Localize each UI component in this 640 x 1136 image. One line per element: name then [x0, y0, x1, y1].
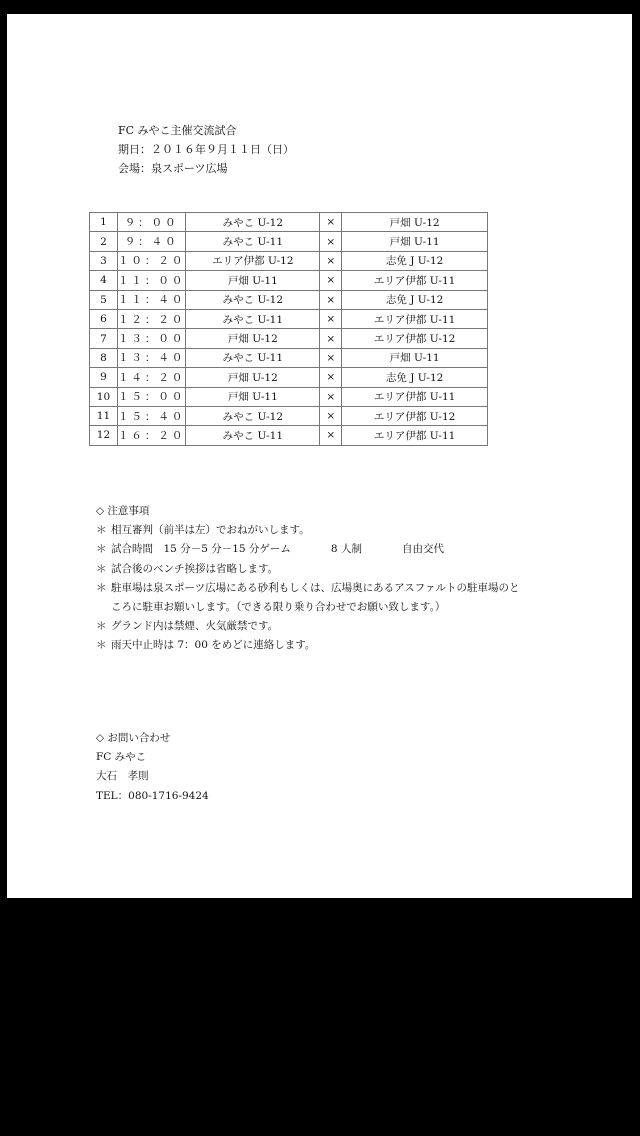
note-item: ＊ 試合時間 15 分－5 分－15 分ゲーム 8 人制 自由交代 — [96, 540, 556, 559]
kickoff-time: １５：００ — [117, 387, 186, 406]
table-row — [90, 348, 488, 367]
table-row — [90, 426, 488, 445]
away-team: 志免 J U-12 — [342, 368, 488, 387]
versus-mark: × — [320, 232, 342, 251]
kickoff-time: １０：２０ — [117, 251, 186, 270]
note-item: ＊ グランド内は禁煙、火気厳禁です。 — [96, 617, 556, 636]
contact-org: FC みやこ — [96, 751, 147, 764]
away-team: 戸畑 U-11 — [342, 232, 488, 251]
versus-mark: × — [320, 348, 342, 367]
table-row — [90, 329, 488, 348]
versus-mark: × — [320, 213, 342, 232]
home-team: みやこ U-11 — [186, 309, 320, 328]
match-schedule-table — [89, 212, 488, 446]
table-row — [90, 271, 488, 290]
note-item-continuation: ころに駐車お願いします。（できる限り乗り合わせでお願い致します。） — [111, 601, 446, 614]
note-item: ＊ 駐車場は泉スポーツ広場にある砂利もしくは、広場奥にあるアスファルトの駐車場のと — [96, 579, 556, 598]
table-row — [90, 251, 488, 270]
kickoff-time: １２：２０ — [117, 309, 186, 328]
match-number: 6 — [90, 309, 118, 328]
kickoff-time: １３：４０ — [117, 348, 186, 367]
match-number: 9 — [90, 368, 118, 387]
kickoff-time: ９：００ — [117, 213, 186, 232]
versus-mark: × — [320, 290, 342, 309]
home-team: みやこ U-12 — [186, 290, 320, 309]
table-row — [90, 213, 488, 232]
kickoff-time: １３：００ — [117, 329, 186, 348]
kickoff-time: １５：４０ — [117, 406, 186, 425]
match-number: 4 — [90, 271, 118, 290]
home-team: 戸畑 U-11 — [186, 387, 320, 406]
versus-mark: × — [320, 426, 342, 445]
note-item: ＊ 試合後のベンチ挨拶は省略します。 — [96, 560, 556, 579]
away-team: エリア伊都 U-11 — [342, 271, 488, 290]
event-title: FC みやこ主催交流試合 — [118, 124, 237, 137]
table-row — [90, 290, 488, 309]
away-team: エリア伊都 U-11 — [342, 387, 488, 406]
match-number: 2 — [90, 232, 118, 251]
match-number: 3 — [90, 251, 118, 270]
table-row — [90, 368, 488, 387]
contact-phone: TEL：080-1716-9424 — [96, 789, 209, 802]
away-team: エリア伊都 U-12 — [342, 329, 488, 348]
table-row — [90, 387, 488, 406]
players-format: 8 人制 — [330, 543, 362, 556]
kickoff-time: １１：４０ — [117, 290, 186, 309]
asterisk-icon: ＊ — [96, 639, 107, 652]
asterisk-icon: ＊ — [96, 581, 107, 594]
away-team: エリア伊都 U-12 — [342, 406, 488, 425]
asterisk-icon: ＊ — [96, 562, 107, 575]
asterisk-icon: ＊ — [96, 620, 107, 633]
match-number: 12 — [90, 426, 118, 445]
away-team: 志免 J U-12 — [342, 251, 488, 270]
versus-mark: × — [320, 271, 342, 290]
contact-section — [96, 729, 209, 806]
contact-heading: ◇ お問い合わせ — [96, 732, 171, 744]
contact-person: 大石 孝則 — [96, 770, 149, 783]
match-schedule-body — [90, 213, 488, 446]
versus-mark: × — [320, 387, 342, 406]
table-row — [90, 406, 488, 425]
match-number: 10 — [90, 387, 118, 406]
match-number: 8 — [90, 348, 118, 367]
event-venue: 会場：泉スポーツ広場 — [118, 162, 228, 175]
home-team: エリア伊都 U-12 — [186, 251, 320, 270]
table-row — [90, 309, 488, 328]
document-header — [118, 121, 294, 178]
kickoff-time: １１：００ — [117, 271, 186, 290]
versus-mark: × — [320, 368, 342, 387]
match-number: 7 — [90, 329, 118, 348]
kickoff-time: ９：４０ — [117, 232, 186, 251]
kickoff-time: １４：２０ — [117, 368, 186, 387]
home-team: みやこ U-11 — [186, 232, 320, 251]
away-team: エリア伊都 U-11 — [342, 426, 488, 445]
asterisk-icon: ＊ — [96, 543, 107, 556]
versus-mark: × — [320, 329, 342, 348]
notes-heading: ◇ 注意事項 — [96, 505, 150, 517]
home-team: 戸畑 U-12 — [186, 329, 320, 348]
home-team: みやこ U-12 — [186, 213, 320, 232]
home-team: みやこ U-11 — [186, 426, 320, 445]
event-date: 期日：２０１６年９月１１日（日） — [118, 143, 294, 156]
note-item: ＊ 相互審判（前半は左）でおねがいします。 — [96, 521, 556, 540]
away-team: 戸畑 U-11 — [342, 348, 488, 367]
asterisk-icon: ＊ — [96, 524, 107, 537]
versus-mark: × — [320, 251, 342, 270]
match-number: 5 — [90, 290, 118, 309]
substitution-rule: 自由交代 — [401, 543, 444, 556]
away-team: 志免 J U-12 — [342, 290, 488, 309]
away-team: 戸畑 U-12 — [342, 213, 488, 232]
versus-mark: × — [320, 406, 342, 425]
note-item: ＊ 雨天中止時は 7：00 をめどに連絡します。 — [96, 636, 556, 655]
home-team: 戸畑 U-12 — [186, 368, 320, 387]
versus-mark: × — [320, 309, 342, 328]
table-row — [90, 232, 488, 251]
match-number: 1 — [90, 213, 118, 232]
home-team: みやこ U-12 — [186, 406, 320, 425]
kickoff-time: １６：２０ — [117, 426, 186, 445]
notes-section — [96, 502, 556, 656]
away-team: エリア伊都 U-11 — [342, 309, 488, 328]
home-team: みやこ U-11 — [186, 348, 320, 367]
home-team: 戸畑 U-11 — [186, 271, 320, 290]
document-page — [7, 14, 632, 898]
match-number: 11 — [90, 406, 118, 425]
